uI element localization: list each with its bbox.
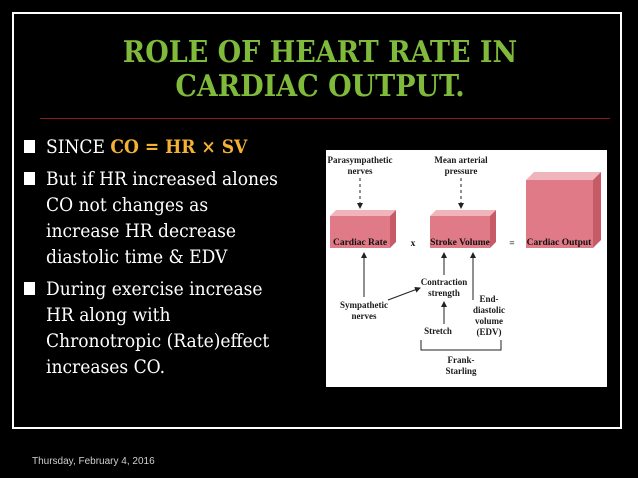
- footer-date: Thursday, February 4, 2016: [32, 456, 155, 467]
- bullet-item-exercise: [24, 276, 334, 380]
- bullet-line: Chronotropic (Rate)effect: [46, 330, 270, 352]
- edv-label-4: (EDV): [476, 327, 502, 337]
- slide-title: [60, 36, 580, 104]
- edv-label-3: volume: [475, 316, 503, 326]
- title-divider: [40, 118, 610, 119]
- sympathetic-label: Sympathetic: [340, 300, 388, 310]
- diagram-canvas: [326, 150, 607, 387]
- bullet-line: HR along with: [46, 304, 171, 326]
- formula-highlight: CO = HR × SV: [110, 136, 248, 158]
- square-bullet-icon: [24, 172, 35, 185]
- map-label: Mean arterial: [434, 155, 488, 165]
- cardiac-rate-label: Cardiac Rate: [332, 238, 388, 248]
- bullet-item-formula: [24, 134, 334, 160]
- edv-label: End-: [479, 294, 499, 304]
- times-sign: x: [410, 239, 416, 249]
- bullet-list: [24, 134, 334, 386]
- stroke-volume-box-top: [430, 210, 496, 216]
- title-line-1: ROLE OF HEART RATE IN: [122, 35, 518, 70]
- contraction-label-2: strength: [428, 288, 460, 298]
- equals-sign: =: [509, 239, 515, 249]
- frank-starling-bracket: [421, 340, 501, 350]
- parasympathetic-label: Parasympathetic: [327, 155, 393, 165]
- cardiac-rate-box-side: [390, 210, 396, 248]
- parasympathetic-label-2: nerves: [347, 166, 373, 176]
- edv-label-2: diastolic: [472, 305, 506, 315]
- frank-starling-label-2: Starling: [445, 366, 477, 376]
- bullet-line: increases CO.: [46, 356, 166, 378]
- bullet-line: But if HR increased alones: [46, 168, 278, 190]
- frank-starling-label: Frank-: [447, 355, 475, 365]
- bullet-line: diastolic time & EDV: [46, 246, 228, 268]
- bullet-item-hr-alone: [24, 166, 334, 270]
- bullet-prefix: SINCE: [46, 136, 111, 158]
- stroke-volume-box-side: [490, 210, 496, 248]
- stretch-label: Stretch: [424, 326, 452, 336]
- sympathetic-contraction-arrow: [388, 288, 420, 300]
- cardiac-rate-box-top: [330, 210, 396, 216]
- contraction-label: Contraction: [420, 277, 468, 287]
- map-label-2: pressure: [444, 166, 478, 176]
- cardiac-output-label: Cardiac Output: [526, 238, 592, 248]
- cardiac-output-box-top: [526, 172, 601, 180]
- sympathetic-label-2: nerves: [351, 311, 377, 321]
- bullet-line: increase HR decrease: [46, 220, 237, 242]
- square-bullet-icon: [24, 140, 35, 153]
- title-line-2: CARDIAC OUTPUT.: [175, 69, 465, 104]
- stroke-volume-label: Stroke Volume: [430, 238, 490, 248]
- cardiac-output-diagram: [326, 150, 607, 387]
- bullet-line: CO not changes as: [46, 194, 209, 216]
- cardiac-output-box-side: [593, 172, 601, 248]
- square-bullet-icon: [24, 282, 35, 295]
- bullet-line: During exercise increase: [46, 278, 263, 300]
